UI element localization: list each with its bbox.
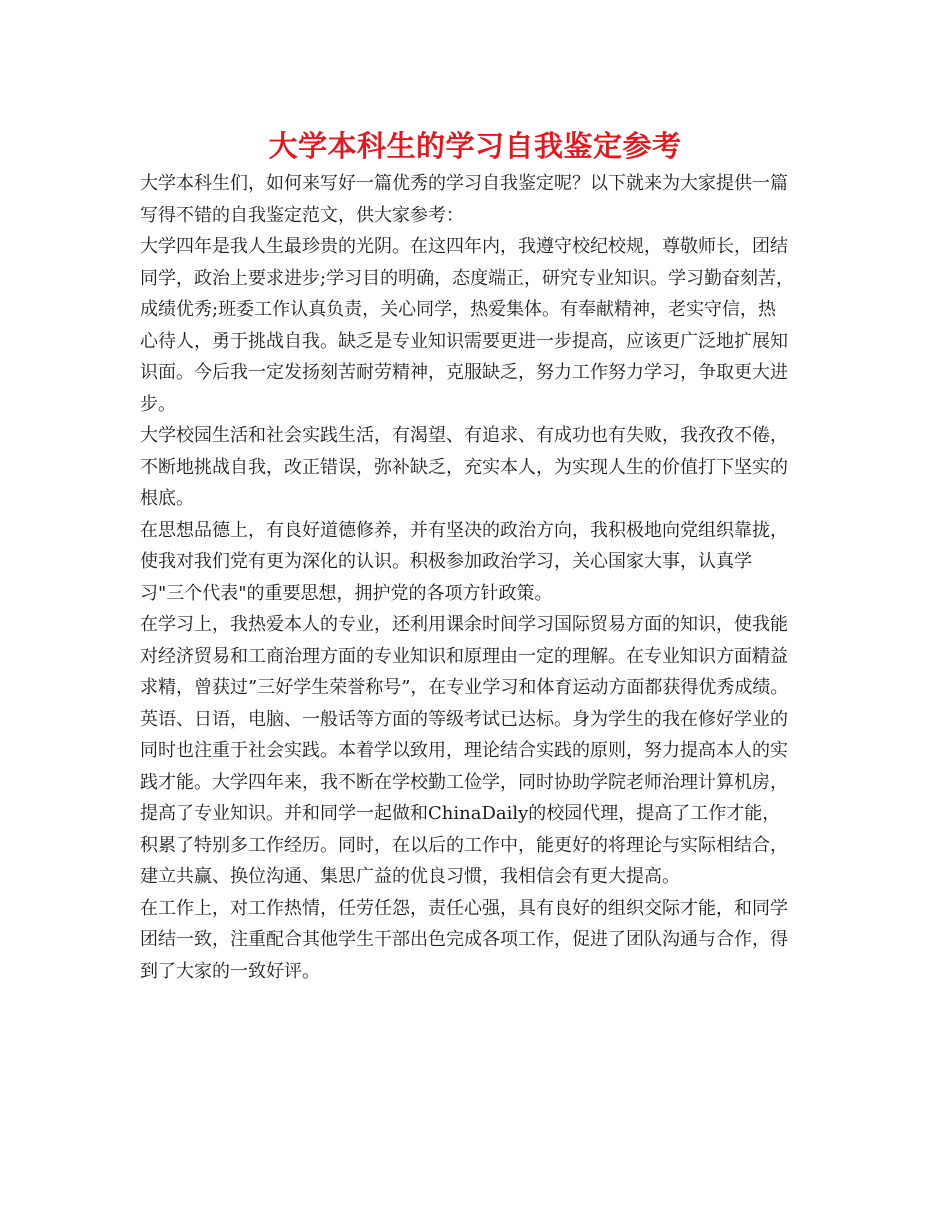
paragraph-4 (140, 515, 820, 610)
text-line: 建立共赢、换位沟通、集思广益的优良习惯，我相信会有更大提高。 (140, 866, 680, 887)
text-line: 在工作上，对工作热情，任劳任怨，责任心强，具有良好的组织交际才能，和同学 (140, 897, 788, 919)
text-line: 同时也注重于社会实践。本着学以致用，理论结合实践的原则，努力提高本人的实 (140, 740, 788, 761)
text-line: 求精，曾获过”三好学生荣誉称号”，在专业学习和体育运动方面都获得优秀成绩。 (140, 677, 789, 698)
text-line: 不断地挑战自我，改正错误，弥补缺乏，充实本人，为实现人生的价值打下坚实的 (140, 456, 788, 478)
text-line: 成绩优秀;班委工作认真负责，关心同学，热爱集体。有奉献精神，老实守信，热 (140, 299, 777, 320)
text-line: 践才能。大学四年来，我不断在学校勤工俭学，同时协助学院老师治理计算机房， (140, 771, 788, 793)
paragraph-6 (140, 893, 820, 988)
text-line: 大学四年是我人生最珍贵的光阴。在这四年内，我遵守校纪校规，尊敬师长，团结 (140, 236, 788, 257)
text-line: 在学习上，我热爱本人的专业，还利用课余时间学习国际贸易方面的知识，使我能 (140, 614, 788, 635)
text-line: 写得不错的自我鉴定范文，供大家参考： (140, 204, 464, 226)
text-line: 到了大家的一致好评。 (140, 960, 320, 982)
text-line: 习"三个代表"的重要思想，拥护党的各项方针政策。 (140, 582, 553, 604)
text-line: 根底。 (140, 488, 194, 509)
paragraph-2 (140, 231, 820, 420)
paragraph-1 (140, 168, 820, 231)
text-line: 团结一致，注重配合其他学生干部出色完成各项工作，促进了团队沟通与合作，得 (140, 929, 788, 950)
paragraph-3 (140, 420, 820, 515)
text-line: 步。 (140, 393, 176, 415)
document-title: 大学本科生的学习自我鉴定参考 (268, 129, 682, 163)
text-line: 心待人，勇于挑战自我。缺乏是专业知识需要更进一步提高，应该更广泛地扩展知 (140, 330, 788, 352)
text-line: 同学，政治上要求进步;学习目的明确，态度端正，研究专业知识。学习勤奋刻苦， (140, 267, 795, 289)
text-line: 对经济贸易和工商治理方面的专业知识和原理由一定的理解。在专业知识方面精益 (140, 645, 788, 667)
paragraph-5 (140, 609, 820, 893)
text-line: 提高了专业知识。并和同学一起做和ChinaDaily的校园代理，提高了工作才能， (140, 803, 781, 824)
document-body (140, 168, 820, 987)
text-line: 在思想品德上，有良好道德修养，并有坚决的政治方向，我积极地向党组织靠拢， (140, 519, 788, 541)
text-line: 识面。今后我一定发扬刻苦耐劳精神，克服缺乏，努力工作努力学习，争取更大进 (140, 362, 788, 383)
text-line: 使我对我们党有更为深化的认识。积极参加政治学习，关心国家大事，认真学 (140, 551, 752, 572)
text-line: 大学本科生们，如何来写好一篇优秀的学习自我鉴定呢？以下就来为大家提供一篇 (140, 173, 788, 194)
text-line: 英语、日语，电脑、一般话等方面的等级考试已达标。身为学生的我在修好学业的 (140, 708, 788, 730)
text-line: 大学校园生活和社会实践生活，有渴望、有追求、有成功也有失败，我孜孜不倦， (140, 425, 788, 446)
text-line: 积累了特别多工作经历。同时，在以后的工作中，能更好的将理论与实际相结合， (140, 834, 788, 856)
